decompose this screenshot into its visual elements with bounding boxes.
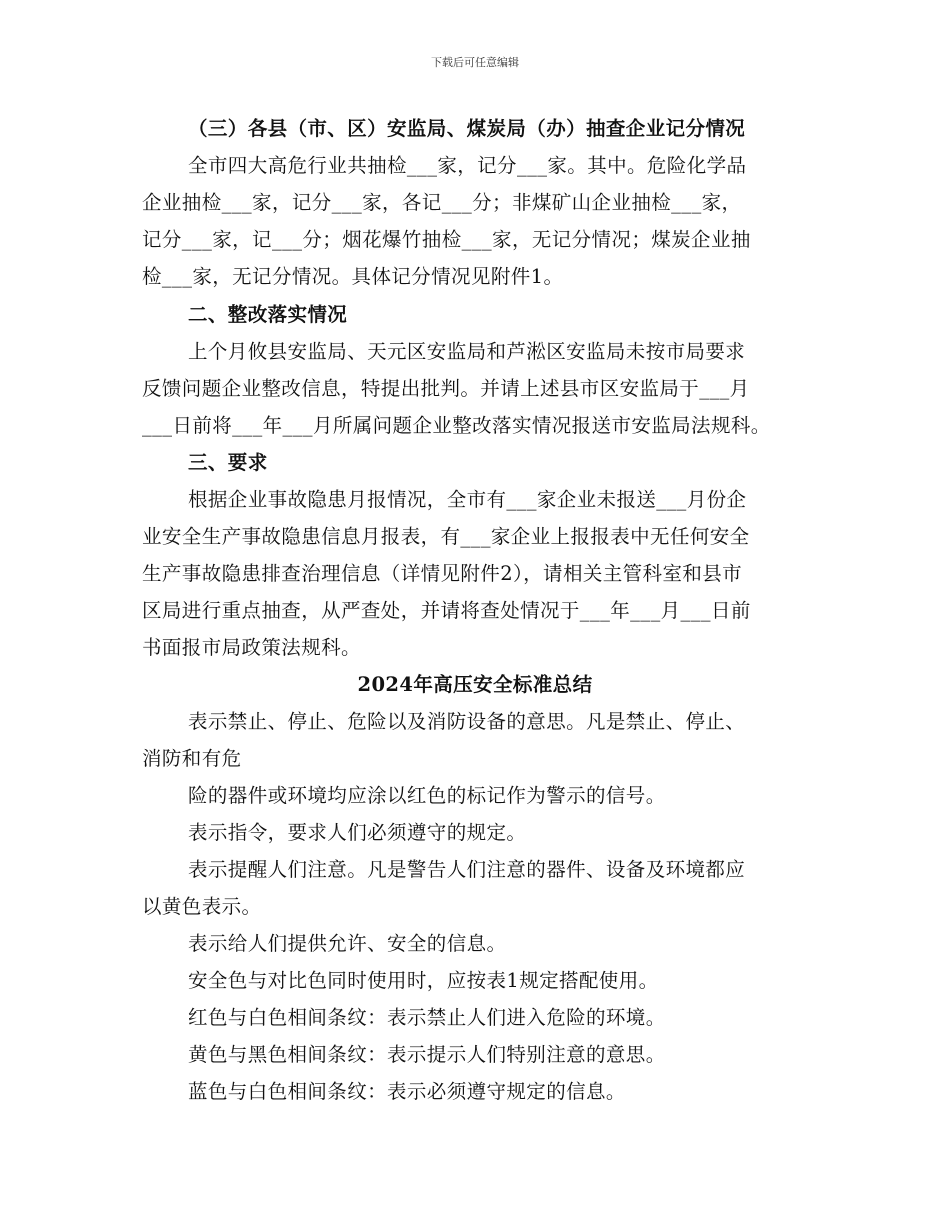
document-title: 2024年高压安全标准总结 xyxy=(357,673,593,696)
paragraph-line: 书面报市局政策法规科。 xyxy=(142,636,361,659)
paragraph-line: ___日前将___年___月所属问题企业整改落实情况报送市安监局法规科。 xyxy=(142,414,771,437)
paragraph-line: 表示提醒人们注意。凡是警告人们注意的器件、设备及环境都应 xyxy=(188,858,746,881)
paragraph-line: 表示禁止、停止、危险以及消防设备的意思。凡是禁止、停止、 xyxy=(188,710,746,733)
paragraph-line: 全市四大高危行业共抽检___家，记分___家。其中。危险化学品 xyxy=(188,154,747,177)
paragraph-line: 红色与白色相间条纹：表示禁止人们进入危险的环境。 xyxy=(188,1006,666,1029)
section-heading-requirements: 三、要求 xyxy=(188,451,268,474)
paragraph-line: 安全色与对比色同时使用时，应按表1规定搭配使用。 xyxy=(188,969,659,992)
paragraph-line: 区局进行重点抽查，从严查处，并请将查处情况于___年___月___日前 xyxy=(142,599,751,622)
section-heading-3: （三）各县（市、区）安监局、煤炭局（办）抽查企业记分情况 xyxy=(188,117,746,140)
paragraph-line: 表示指令，要求人们必须遵守的规定。 xyxy=(188,821,527,844)
header-note: 下载后可任意编辑 xyxy=(431,56,519,69)
paragraph-line: 反馈问题企业整改信息，特提出批判。并请上述县市区安监局于___月 xyxy=(142,377,750,400)
paragraph-line: 根据企业事故隐患月报情况，全市有___家企业未报送___月份企 xyxy=(188,488,747,511)
paragraph-line: 企业抽检___家，记分___家，各记___分；非煤矿山企业抽检___家， xyxy=(142,191,742,214)
paragraph-line: 生产事故隐患排查治理信息（详情见附件2），请相关主管科室和县市 xyxy=(142,562,743,585)
paragraph-line: 上个月攸县安监局、天元区安监局和芦淞区安监局未按市局要求 xyxy=(188,340,746,363)
paragraph-line: 黄色与黑色相间条纹：表示提示人们特别注意的意思。 xyxy=(188,1043,666,1066)
paragraph-line: 险的器件或环境均应涂以红色的标记作为警示的信号。 xyxy=(188,784,666,807)
paragraph-line: 记分___家，记___分；烟花爆竹抽检___家，无记分情况；煤炭企业抽 xyxy=(142,228,751,251)
paragraph-line: 表示给人们提供允许、安全的信息。 xyxy=(188,932,507,955)
paragraph-line: 业安全生产事故隐患信息月报表，有___家企业上报报表中无任何安全 xyxy=(142,525,750,548)
section-heading-rectification: 二、整改落实情况 xyxy=(188,303,348,326)
paragraph-line: 以黄色表示。 xyxy=(142,895,262,918)
paragraph-line: 消防和有危 xyxy=(142,747,242,770)
paragraph-line: 检___家，无记分情况。具体记分情况见附件1。 xyxy=(142,265,564,288)
paragraph-line: 蓝色与白色相间条纹：表示必须遵守规定的信息。 xyxy=(188,1080,626,1103)
